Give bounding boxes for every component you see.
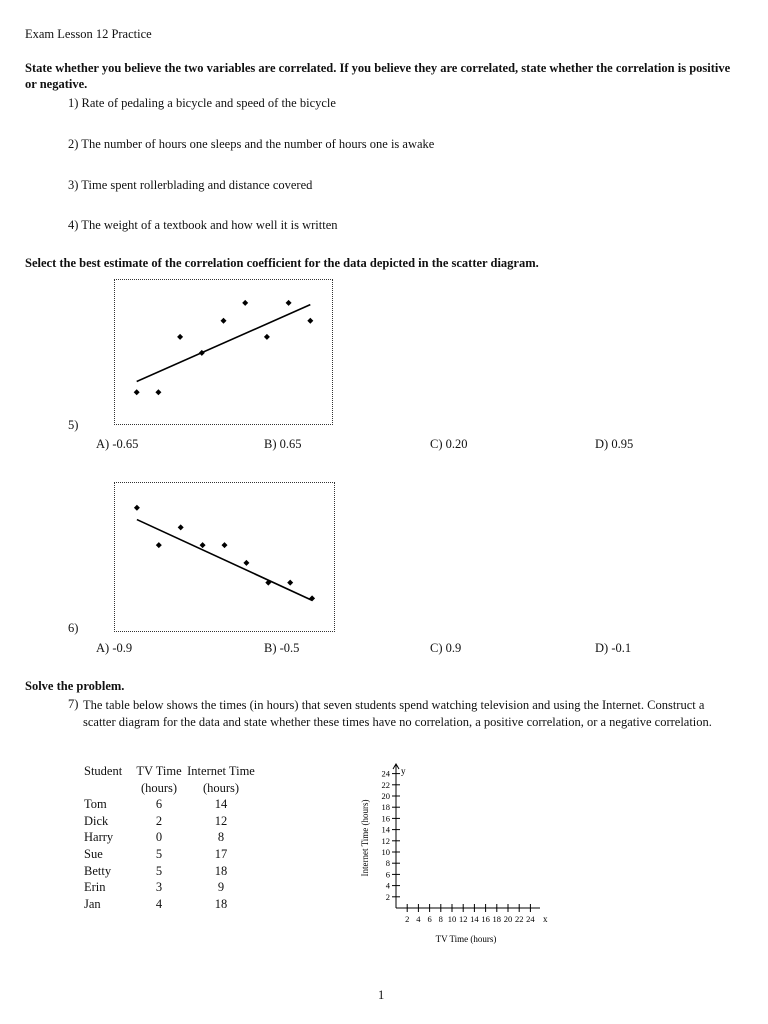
y-tick-label: 14	[381, 824, 390, 835]
student-name: Betty	[84, 863, 112, 878]
student-name: Harry	[84, 830, 114, 845]
table-subheader-student	[84, 781, 134, 798]
x-tick-label: 4	[416, 914, 421, 924]
data-point	[264, 334, 270, 340]
y-tick-label: 16	[381, 813, 390, 824]
x-tick-label: 18	[492, 914, 502, 924]
internet-time: 14	[214, 797, 228, 812]
student-name: Dick	[84, 813, 109, 828]
table-row	[84, 864, 258, 881]
x-axis-letter: x	[543, 914, 548, 924]
page-title: Exam Lesson 12 Practice	[25, 27, 152, 41]
table-header-internet: Internet Time	[187, 764, 255, 778]
data-point	[200, 542, 206, 548]
y-tick-label: 6	[385, 869, 390, 880]
x-tick-label: 12	[458, 914, 468, 924]
y-tick-label: 8	[385, 858, 390, 869]
student-name: Sue	[84, 846, 103, 861]
page-number: 1	[378, 988, 385, 1002]
tv-time: 3	[155, 880, 163, 895]
question-2: 2) The number of hours one sleeps and the number of hours one is awake	[68, 137, 435, 151]
section3-instructions: Solve the problem.	[25, 679, 125, 693]
q7-data-table	[84, 764, 258, 913]
data-point	[286, 300, 292, 306]
table-row	[84, 847, 258, 864]
q6-number: 6)	[68, 621, 79, 635]
data-point	[155, 389, 161, 395]
trend-line	[137, 520, 312, 601]
q5-choice-b[interactable]: B) 0.65	[264, 437, 302, 451]
x-tick-label: 24	[526, 914, 535, 924]
y-tick-label: 18	[381, 802, 390, 813]
x-tick-label: 10	[447, 914, 457, 924]
x-tick-label: 16	[481, 914, 490, 924]
tv-time: 6	[155, 797, 163, 812]
data-point	[134, 505, 140, 511]
x-tick-label: 14	[470, 914, 479, 924]
student-name: Jan	[84, 896, 101, 911]
x-tick-label: 6	[427, 914, 432, 924]
q6-choice-a[interactable]: A) -0.9	[96, 641, 133, 655]
q6-scatter-plot	[114, 482, 335, 632]
tv-time: 5	[155, 846, 163, 861]
question-4: 4) The weight of a textbook and how well it is written	[68, 218, 338, 232]
q6-choice-b[interactable]: B) -0.5	[264, 641, 300, 655]
table-row	[84, 814, 258, 831]
q5-scatter-svg	[115, 280, 332, 424]
trend-line	[137, 305, 311, 382]
data-point	[243, 560, 249, 566]
student-name: Tom	[84, 797, 107, 812]
q5-number: 5)	[68, 418, 79, 432]
table-header-student: Student	[84, 764, 123, 778]
data-point	[199, 350, 205, 356]
table-row	[84, 797, 258, 814]
internet-time: 18	[214, 896, 228, 911]
y-tick-label: 2	[385, 891, 390, 902]
x-tick-label: 8	[438, 914, 443, 924]
q5-choice-a[interactable]: A) -0.65	[96, 437, 139, 451]
table-subheader-internet: (hours)	[202, 780, 240, 795]
table-row	[84, 880, 258, 897]
section2-instructions: Select the best estimate of the correlation coefficient for the data depicted in the scatter diagram.	[25, 256, 539, 270]
q5-choice-c[interactable]: C) 0.20	[430, 437, 468, 451]
data-point	[222, 542, 228, 548]
q7-text: The table below shows the times (in hours) that seven students spend watching television and using the Internet. Construct a scatter diagram for the data and state whether these times have no correlation, a positive correlation, or a negative correlation.	[83, 698, 712, 729]
y-tick-label: 10	[381, 847, 390, 857]
question-3: 3) Time spent rollerblading and distance covered	[68, 178, 313, 192]
data-point	[242, 300, 248, 306]
y-tick-label: 20	[381, 791, 390, 801]
q5-scatter-plot	[114, 279, 333, 425]
data-point	[309, 595, 315, 601]
table-subheader-tv: (hours)	[140, 780, 178, 795]
data-point	[287, 580, 293, 586]
table-row	[84, 897, 258, 914]
tv-time: 5	[155, 863, 163, 878]
internet-time: 12	[214, 813, 228, 828]
internet-time: 17	[214, 846, 228, 861]
internet-time: 18	[214, 863, 228, 878]
q6-choice-d[interactable]: D) -0.1	[595, 641, 632, 655]
table-header-tv: TV Time	[136, 764, 182, 778]
section1-instructions: State whether you believe the two variables are correlated. If you believe they are correlated, state whether the correlation is positive or negative.	[25, 61, 731, 91]
y-tick-label: 22	[381, 779, 390, 790]
q7-number: 7)	[68, 697, 79, 711]
data-point	[178, 524, 184, 530]
tv-time: 2	[155, 813, 163, 828]
internet-time: 8	[217, 830, 225, 845]
question-1: 1) Rate of pedaling a bicycle and speed of the bicycle	[68, 96, 336, 110]
tv-time: 4	[155, 896, 163, 911]
x-tick-label: 22	[514, 914, 524, 924]
x-tick-label: 20	[503, 914, 513, 924]
student-name: Erin	[84, 880, 106, 895]
y-tick-label: 4	[385, 880, 390, 891]
data-point	[307, 318, 313, 324]
tv-time: 0	[155, 830, 163, 845]
y-axis-letter: y	[401, 766, 406, 776]
y-tick-label: 24	[381, 768, 390, 779]
data-point	[134, 389, 140, 395]
data-point	[221, 318, 227, 324]
x-axis-title: TV Time (hours)	[435, 934, 497, 944]
data-point	[156, 542, 162, 548]
q5-choice-d[interactable]: D) 0.95	[595, 437, 634, 451]
internet-time: 9	[217, 880, 225, 895]
x-tick-label: 2	[405, 914, 410, 924]
y-tick-label: 12	[381, 835, 390, 846]
q6-choice-c[interactable]: C) 0.9	[430, 641, 462, 655]
y-axis-title: Internet Time (hours)	[360, 799, 370, 877]
table-row	[84, 830, 258, 847]
q6-scatter-svg	[115, 483, 334, 631]
q7-blank-axes[interactable]	[355, 750, 560, 950]
data-point	[177, 334, 183, 340]
